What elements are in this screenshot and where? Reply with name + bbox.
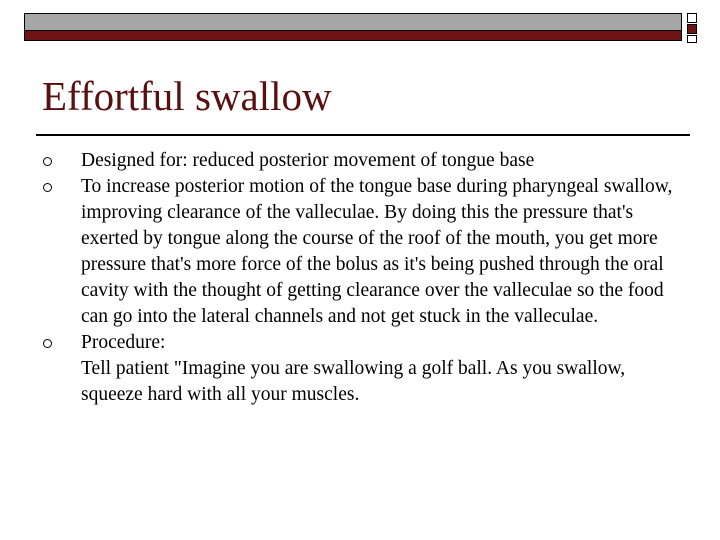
corner-square-middle xyxy=(687,24,697,34)
bullet-text: Procedure: xyxy=(81,332,166,353)
corner-squares-decoration xyxy=(686,13,698,41)
corner-square-bottom xyxy=(687,35,697,43)
corner-square-top xyxy=(687,13,697,23)
continuation-text: Tell patient "Imagine you are swallowing a golf ball. As you swallow, squeeze hard with all your muscles. xyxy=(81,358,626,405)
hollow-circle-bullet-icon xyxy=(43,183,52,192)
bullet-list xyxy=(40,148,680,408)
bullet-item xyxy=(40,174,680,330)
header-band-gray xyxy=(25,14,681,30)
bullet-text: Designed for: reduced posterior movement of tongue base xyxy=(81,150,535,171)
hollow-circle-bullet-icon xyxy=(43,157,52,166)
bullet-item xyxy=(40,330,680,356)
header-band-red xyxy=(25,30,681,41)
bullet-item xyxy=(40,148,680,174)
bullet-text: To increase posterior motion of the tongue base during pharyngeal swallow, improving clearance of the valleculae. By doing this the pressure that's exerted by tongue along the course of the roof of the mouth, you get more pressure that's more force of the bolus as it's being pushed through the oral cavity with the thought of getting clearance over the valleculae so the food can go into the lateral channels and not get stuck in the valleculae. xyxy=(81,176,673,327)
slide-title: Effortful swallow xyxy=(42,73,332,119)
hollow-circle-bullet-icon xyxy=(43,339,52,348)
header-decorative-band xyxy=(24,13,682,41)
bullet-continuation xyxy=(40,356,680,408)
title-underline xyxy=(36,134,690,136)
